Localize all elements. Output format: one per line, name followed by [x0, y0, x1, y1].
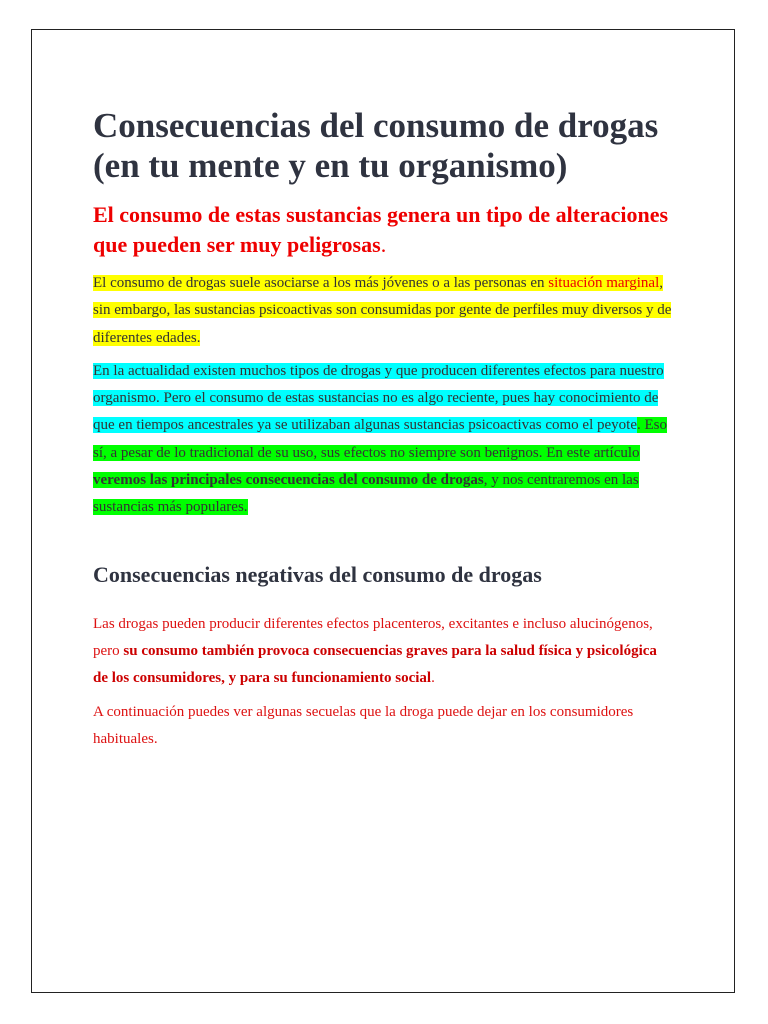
- history-text-c: , y nos centraremos en las sustancias más populares.: [93, 472, 639, 516]
- section-heading: Consecuencias negativas del consumo de drogas: [93, 561, 542, 587]
- intro-paragraph: [93, 270, 673, 352]
- document-content: [93, 106, 673, 753]
- history-text-a: En la actualidad existen muchos tipos de drogas y que producen diferentes efectos para nuestro organismo. Pero el consumo de estas sustancias no es algo reciente, pues hay conocimiento de que en tiempos ancestrales ya se utilizaban algunas sustancias psicoactivas como el peyote: [93, 362, 664, 434]
- page-subtitle: [93, 200, 673, 260]
- document-page: [31, 29, 735, 993]
- sequelae-paragraph: A continuación puedes ver algunas secuelas que la droga puede dejar en los consumidores habituales.: [93, 703, 634, 747]
- consequences-paragraph: [93, 611, 673, 693]
- history-period: .: [636, 417, 641, 434]
- history-paragraph: [93, 358, 673, 522]
- intro-text-a: El consumo de drogas suele asociarse a los más jóvenes o a las personas en: [93, 275, 549, 291]
- subtitle-period: .: [380, 232, 387, 257]
- consequences-period: .: [431, 670, 435, 687]
- history-text-b: Eso sí, a pesar de lo tradicional de su uso, sus efectos no siempre son benignos. En este artículo: [93, 417, 667, 461]
- history-bold-text: veremos las principales consecuencias del consumo de drogas: [93, 472, 484, 489]
- marginal-situation-link[interactable]: situación marginal: [548, 275, 660, 291]
- subtitle-text: El consumo de estas sustancias genera un tipo de alteraciones que pueden ser muy peligrosas: [93, 202, 669, 257]
- consequences-text-a: Las drogas pueden producir diferentes efectos placenteros, excitantes e incluso alucinógenos, pero: [93, 615, 653, 659]
- consequences-bold-text: su consumo también provoca consecuencias graves para la salud física y psicológica de los consumidores, y para su funcionamiento social: [93, 642, 657, 687]
- intro-text-b: , sin embargo, las sustancias psicoactivas son consumidas por gente de perfiles muy diversos y de diferentes edades.: [93, 275, 672, 346]
- page-title: Consecuencias del consumo de drogas (en tu mente y en tu organismo): [93, 106, 659, 185]
